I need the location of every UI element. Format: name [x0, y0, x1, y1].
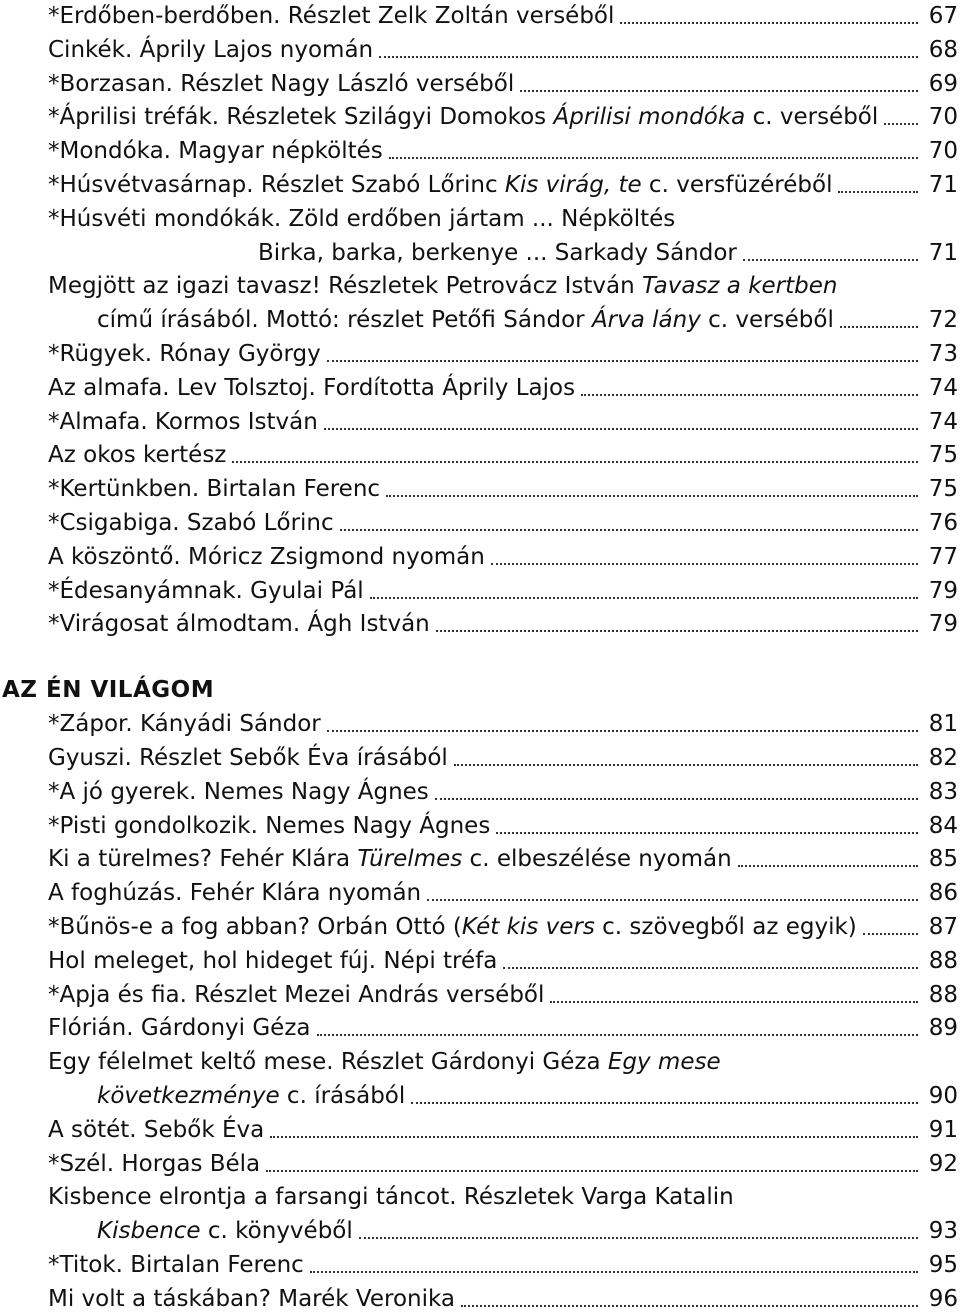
toc-entry-title: *Titok. Birtalan Ferenc [48, 1249, 310, 1283]
toc-entry-title: A köszöntő. Móricz Zsigmond nyomán [48, 541, 491, 575]
toc-page-number: 72 [918, 304, 958, 338]
toc-page-number: 83 [918, 776, 958, 810]
toc-entry [0, 1046, 960, 1080]
italic-title-part: Két kis vers [461, 913, 595, 940]
toc-entry [0, 1249, 960, 1283]
toc-page-number: 71 [918, 169, 958, 203]
dot-leader [340, 529, 918, 531]
toc-entry [0, 101, 960, 135]
toc-entry-title [48, 1046, 727, 1080]
italic-title-part: Árva lány [591, 307, 701, 334]
toc-page-number: 70 [918, 135, 958, 169]
dot-leader [270, 1136, 918, 1138]
toc-page-number: 76 [918, 507, 958, 541]
toc-entry-title: Az okos kertész [48, 439, 232, 473]
italic-title-part: Türelmes [357, 846, 463, 873]
dot-leader [461, 1305, 918, 1307]
dot-leader [863, 933, 918, 935]
toc-entry-title: Birka, barka, berkenye ... Sarkady Sándor [258, 237, 743, 271]
toc-entry-title [48, 101, 884, 135]
dot-leader [503, 967, 918, 969]
toc-entry [0, 270, 960, 304]
toc-entry-title [48, 169, 838, 203]
toc-entry [0, 979, 960, 1013]
toc-entry-title: Cinkék. Áprily Lajos nyomán [48, 34, 379, 68]
toc-entry [0, 810, 960, 844]
toc-entry-title: A foghúzás. Fehér Klára nyomán [48, 877, 427, 911]
dot-leader [520, 90, 918, 92]
title-part: c. versfüzéréből [641, 171, 833, 198]
title-part: c. könyvéből [200, 1218, 353, 1245]
dot-leader [496, 832, 918, 834]
toc-entry [0, 1012, 960, 1046]
title-part: című írásából. Mottó: részlet Petőfi Sándor [97, 307, 592, 334]
dot-leader [389, 157, 918, 159]
toc-entry-title: *Szél. Horgas Béla [48, 1148, 266, 1182]
toc-entry [0, 0, 960, 34]
dot-leader [738, 865, 918, 867]
toc-entry [0, 945, 960, 979]
toc-entry [0, 1181, 960, 1215]
dot-leader [840, 326, 918, 328]
toc-entry [0, 708, 960, 742]
toc-entry-title: Flórián. Gárdonyi Géza [48, 1012, 317, 1046]
toc-entry-title: A sötét. Sebők Éva [48, 1114, 270, 1148]
dot-leader [581, 394, 918, 396]
toc-entry-title: *Édesanyámnak. Gyulai Pál [48, 575, 370, 609]
toc-entry-title [48, 270, 843, 304]
dot-leader [266, 1170, 918, 1172]
section-heading: AZ ÉN VILÁGOM [2, 677, 215, 704]
title-part: c. verséből [700, 307, 834, 334]
toc-page-number: 88 [918, 979, 958, 1013]
toc-entry [0, 1283, 960, 1316]
dot-leader [324, 428, 918, 430]
toc-page-number: 69 [918, 68, 958, 102]
toc-entry [0, 237, 960, 271]
dot-leader [359, 1237, 918, 1239]
toc-entry-title [97, 1215, 359, 1249]
toc-entry [0, 541, 960, 575]
toc-page-number: 75 [918, 473, 958, 507]
toc-entry-title [48, 911, 863, 945]
toc-page-number: 68 [918, 34, 958, 68]
toc-page-number: 92 [918, 1148, 958, 1182]
toc-entry-title [97, 1080, 411, 1114]
toc-page-number: 75 [918, 439, 958, 473]
toc-entry [0, 776, 960, 810]
italic-title-part: következménye [97, 1082, 280, 1109]
toc-entry [0, 372, 960, 406]
toc-entry-title: Kisbence elrontja a farsangi táncot. Részletek Varga Katalin [48, 1181, 740, 1215]
italic-title-part: Tavasz a kertben [642, 273, 838, 300]
toc-entry [0, 406, 960, 440]
toc-entry [0, 169, 960, 203]
toc-entry [0, 1215, 960, 1249]
dot-leader [620, 22, 918, 24]
toc-entry-title: Az almafa. Lev Tolsztoj. Fordította Áprily Lajos [48, 372, 581, 406]
toc-entry [0, 439, 960, 473]
toc-entry [0, 575, 960, 609]
toc-entry [0, 911, 960, 945]
toc-entry [0, 742, 960, 776]
toc-entry-title: *A jó gyerek. Nemes Nagy Ágnes [48, 776, 435, 810]
toc-entry [0, 473, 960, 507]
dot-leader [379, 56, 918, 58]
dot-leader [370, 597, 918, 599]
italic-title-part: Kis virág, te [504, 171, 642, 198]
toc-page-number: 67 [918, 0, 958, 34]
italic-title-part: Áprilisi mondóka [553, 104, 746, 131]
toc-entry-title: *Almafa. Kormos István [48, 406, 324, 440]
title-part: Megjött az igazi tavasz! Részletek Petrovácz István [48, 273, 642, 300]
toc-entry-title [48, 843, 738, 877]
toc-page-number: 84 [918, 810, 958, 844]
toc-entry-title [97, 304, 840, 338]
dot-leader [310, 1271, 918, 1273]
title-part: c. elbeszélése nyomán [462, 846, 732, 873]
italic-title-part: Kisbence [97, 1218, 201, 1245]
toc-entry-title: *Zápor. Kányádi Sándor [48, 708, 327, 742]
toc-entry-title: *Csigabiga. Szabó Lőrinc [48, 507, 340, 541]
dot-leader [491, 563, 918, 565]
toc-page-number: 87 [918, 911, 958, 945]
toc-page-number: 95 [918, 1249, 958, 1283]
toc-page-number: 90 [918, 1080, 958, 1114]
toc-entry [0, 304, 960, 338]
toc-entry-title: *Borzasan. Részlet Nagy László verséből [48, 68, 520, 102]
toc-page-number: 89 [918, 1012, 958, 1046]
title-part: c. verséből [745, 104, 879, 131]
toc-page-number: 70 [918, 101, 958, 135]
toc-page-number: 82 [918, 742, 958, 776]
dot-leader [454, 764, 918, 766]
toc-entry [0, 843, 960, 877]
toc-entry-title: Hol meleget, hol hideget fúj. Népi tréfa [48, 945, 503, 979]
toc-entry [0, 877, 960, 911]
toc-entry [0, 1080, 960, 1114]
title-part: *Bűnös-e a fog abban? Orbán Ottó ( [48, 913, 462, 940]
dot-leader [386, 495, 918, 497]
toc-page-number: 71 [918, 237, 958, 271]
dot-leader [327, 730, 918, 732]
toc-page-number: 79 [918, 608, 958, 642]
title-part: Ki a türelmes? Fehér Klára [48, 846, 358, 873]
toc-page-number: 96 [918, 1283, 958, 1316]
toc-entry [0, 507, 960, 541]
title-part: c. szövegből az egyik) [594, 913, 857, 940]
dot-leader [435, 798, 918, 800]
toc-page-number: 74 [918, 406, 958, 440]
toc-entry [0, 608, 960, 642]
toc-page-number: 77 [918, 541, 958, 575]
toc-entry-title: *Virágosat álmodtam. Ágh István [48, 608, 436, 642]
dot-leader [884, 123, 918, 125]
dot-leader [427, 899, 918, 901]
dot-leader [436, 630, 918, 632]
toc-entry [0, 338, 960, 372]
dot-leader [550, 1001, 918, 1003]
toc-page-number: 91 [918, 1114, 958, 1148]
toc-entry [0, 1148, 960, 1182]
toc-page-number: 74 [918, 372, 958, 406]
dot-leader [317, 1034, 918, 1036]
title-part: c. írásából [279, 1082, 406, 1109]
title-part: *Húsvétvasárnap. Részlet Szabó Lőrinc [48, 171, 505, 198]
toc-page-number: 73 [918, 338, 958, 372]
dot-leader [411, 1102, 918, 1104]
toc-entry [0, 203, 960, 237]
toc-entry [0, 34, 960, 68]
toc-entry [0, 1114, 960, 1148]
toc-entry [0, 68, 960, 102]
toc-entry-title: *Rügyek. Rónay György [48, 338, 327, 372]
toc-entry-title: Mi volt a táskában? Marék Veronika [48, 1283, 461, 1316]
dot-leader [838, 191, 918, 193]
toc-entry-title: Gyuszi. Részlet Sebők Éva írásából [48, 742, 454, 776]
toc-page-number: 79 [918, 575, 958, 609]
title-part: *Áprilisi tréfák. Részletek Szilágyi Domokos [48, 104, 554, 131]
toc-page-number: 88 [918, 945, 958, 979]
toc-entry-title: *Húsvéti mondókák. Zöld erdőben jártam ... Népköltés [48, 203, 681, 237]
dot-leader [327, 360, 918, 362]
toc-page-number: 93 [918, 1215, 958, 1249]
toc-page-number: 81 [918, 708, 958, 742]
toc-page-number: 86 [918, 877, 958, 911]
toc-entry-title: *Pisti gondolkozik. Nemes Nagy Ágnes [48, 810, 496, 844]
dot-leader [743, 259, 918, 261]
dot-leader [232, 461, 918, 463]
section-heading-row [0, 642, 960, 708]
italic-title-part: Egy mese [607, 1049, 721, 1076]
toc-entry-title: *Erdőben-berdőben. Részlet Zelk Zoltán verséből [48, 0, 620, 34]
title-part: Egy félelmet keltő mese. Részlet Gárdonyi Géza [48, 1049, 608, 1076]
toc-entry [0, 135, 960, 169]
toc-entry-title: *Mondóka. Magyar népköltés [48, 135, 389, 169]
toc-entry-title: *Kertünkben. Birtalan Ferenc [48, 473, 386, 507]
toc-entry-title: *Apja és fia. Részlet Mezei András verséből [48, 979, 550, 1013]
toc-page-number: 85 [918, 843, 958, 877]
